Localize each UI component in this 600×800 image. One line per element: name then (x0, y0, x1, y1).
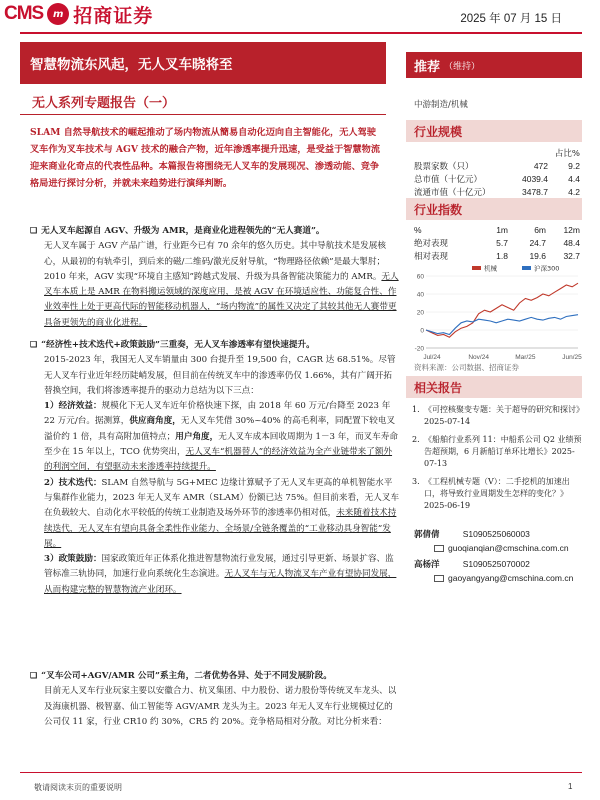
table-row (414, 185, 580, 198)
chart-x-ticks (423, 354, 582, 361)
legend-swatch (472, 266, 481, 270)
series-divider (20, 114, 386, 115)
footer-divider (20, 772, 582, 773)
x-tick-label: Jul/24 (423, 354, 441, 361)
logo-chinese: 招商证券 (73, 4, 154, 27)
section-3-body: 目前无人叉车行业玩家主要以安徽合力、杭叉集团、中力股份、诺力股份等传统叉车龙头、以及海康机器、极智嘉、仙工智能等 AGV/AMR 龙头为主。2023 年无人叉车行业规模过亿的公司仅 11 家，行业 CR10 约 30%，CR5 约 20%。竞争格局相对分散。对比分析来看： (44, 686, 397, 727)
point-1-bold: 供应商角度， (129, 416, 181, 427)
row-value: 1.8 (496, 250, 508, 261)
point-1-text-b: 无人叉车凭借 30%~40% 的高毛利率，同配置下较电叉溢价约 1 倍，具有高附加值特点； (44, 416, 396, 442)
row-value: 5.7 (496, 237, 508, 248)
industry-scale-table (414, 146, 580, 198)
point-3 (44, 552, 400, 598)
point-1-underlined: 无人叉车“机器替人”的经济效益为全产业链带来了额外的利润空间，有望驱动未来渗透率持续提升。 (44, 447, 393, 473)
point-3-underlined: 无人叉车与无人物流叉车产业有望协同发展，从而构建完整的智慧物流产业闭环。 (44, 569, 397, 595)
point-2 (44, 476, 400, 552)
row-pct: 9.2 (568, 160, 580, 171)
list-item[interactable] (412, 434, 582, 470)
point-3-label: 3）政策鼓励： (44, 554, 102, 565)
industry-index-table (414, 223, 580, 262)
author-name: 高杨洋 (414, 560, 440, 570)
table-row (414, 236, 580, 249)
related-reports-list (412, 404, 582, 518)
industry-scale-header (414, 146, 580, 159)
section-1-title: ❑ 无人叉车起源自 AGV、升级为 AMR，是商业化进程领先的“无人赛道”。 (44, 223, 400, 239)
industry-index-title: 行业指数 (406, 198, 582, 220)
row-pct: 4.2 (568, 186, 580, 197)
row-label: 绝对表现 (414, 238, 449, 249)
series-line-2 (426, 315, 578, 335)
index-header (414, 223, 580, 236)
row-value: 48.4 (563, 237, 580, 248)
list-item[interactable] (412, 404, 582, 428)
mail-icon (434, 575, 444, 582)
item-number: 1. (412, 405, 420, 414)
row-value: 32.7 (563, 250, 580, 261)
series-line-1 (426, 283, 578, 337)
item-text: 《工程机械专题（V）：二手挖机的加速出口，将导致行业周期发生怎样的变化？》2025-06-19 (424, 477, 570, 510)
author-2 (414, 558, 530, 570)
point-1-text-c: 无人叉车成本回收周期为 1－3 年，而叉车寿命至少在 15 年以上，TCO 优势突出， (44, 431, 398, 458)
row-value: 24.7 (529, 237, 546, 248)
industry-scale-title: 行业规模 (406, 120, 582, 142)
row-label: 流通市值（十亿元） (414, 187, 491, 198)
header-cell: 12m (563, 224, 580, 235)
header-cell: 1m (496, 224, 508, 235)
author-id: S1090525070002 (462, 559, 530, 569)
item-number: 2. (412, 435, 420, 444)
section-2 (30, 337, 400, 598)
point-1-bold-2: 用户角度， (175, 431, 219, 442)
footer-note: 敬请阅读末页的重要说明 (34, 783, 122, 792)
row-value: 19.6 (529, 250, 546, 261)
section-3 (30, 668, 400, 730)
y-tick-label: -20 (414, 345, 424, 353)
company-logo (4, 2, 234, 26)
row-label: 相对表现 (414, 251, 449, 262)
report-date: 2025 年 07 月 15 日 (460, 13, 562, 25)
point-2-label: 2）技术迭代： (44, 477, 102, 488)
author-id: S1090525060003 (462, 529, 530, 539)
logo-mark: m (47, 3, 69, 25)
section-2-title: ❑ “经济性+技术迭代+政策鼓励”三重奏，无人叉车渗透率有望快速提升。 (44, 337, 400, 353)
author-name: 郭倩倩 (414, 530, 440, 540)
rating-band (406, 52, 582, 78)
y-tick-label: 0 (420, 327, 424, 335)
series-title: 无人系列专题报告（一） (32, 96, 176, 111)
row-value: 4039.4 (522, 173, 548, 184)
chart-y-ticks (415, 274, 425, 353)
y-tick-label: 40 (416, 291, 424, 299)
email-text: guoqianqian@cmschina.com.cn (448, 543, 569, 553)
point-2-text: SLAM 自然导航与 5G+MEC 边缘计算赋予了无人叉车更高的单机智能水平与集群作业能力，2023 年无人叉车 AMR（SLAM）份额已达 75%。但目前来看，无人叉车在负载较大、自动化水平较低的传统工业制造及场外环节的渗透率仍相对低， (44, 477, 400, 519)
row-label: 总市值（十亿元） (414, 174, 483, 185)
author-1-email[interactable] (434, 543, 569, 553)
section-1-underlined: 无人叉车本质上是 AMR 在物料搬运领域的深度应用，是被 AGV 在环境适应性、功能复合性、作业效率性上处于更高代际的智能移动机器人，“场内物流”的属性又决定了其较其他无人赛带更具备更领先的商业化进程。 (44, 271, 399, 328)
section-3-title: ❑ “叉车公司+AGV/AMR 公司”系主角，二者优势各异、处于不同发展阶段。 (44, 668, 400, 684)
chart-legend (472, 264, 559, 273)
abstract: SLAM 自然导航技术的崛起推动了场内物流从簡易自动化迈向自主智能化，无人驾驶叉车作为叉车技术与 AGV 技术的融合产物，近年渗透率提升迅速，是受益于智慧物流迎来商业化奇点的代表性品种。本篇报告将围绕无人叉车的发展现况、渗透动能、竞争格局进行探讨分析，并就未来趋势进行演绎判断。 (30, 127, 381, 189)
logo-latin: CMS (4, 3, 44, 24)
point-2-underlined: 未来随着技术持续迭代，无人叉车有望向具备全柔性作业能力、全场景/全链条覆盖的“工业移动具身智能”发展。 (44, 508, 397, 549)
ratio-header: 占比% (554, 148, 580, 159)
rating-label: 推荐 (414, 59, 441, 75)
rating-sub: （维持） (444, 61, 481, 72)
legend-label: 机械 (484, 264, 497, 273)
chart-series (426, 283, 578, 337)
section-1 (30, 223, 400, 331)
y-tick-label: 20 (416, 309, 424, 317)
y-tick-label: 60 (416, 273, 424, 281)
header-cell: 6m (534, 224, 546, 235)
table-row (414, 159, 580, 172)
header-divider (20, 32, 582, 34)
page-number: 1 (568, 782, 573, 791)
item-number: 3. (412, 477, 420, 486)
mail-icon (434, 545, 444, 552)
chart-source: 资料来源：公司数据、招商证券 (414, 363, 519, 372)
item-text: 《可控核聚变专题：关于超导的研究和探讨》2025-07-14 (424, 405, 580, 426)
index-chart (406, 262, 582, 362)
item-text: 《船舶行业系列 11：中船系公司 Q2 业绩预告超预期，6 月新船订单环比增长》2025-07-13 (424, 435, 582, 468)
row-label: 股票家数（只） (414, 161, 474, 172)
legend-label: 沪深300 (534, 264, 560, 273)
row-value: 3478.7 (522, 186, 548, 197)
report-title: 智慧物流东风起，无人叉车晓将至 (20, 42, 386, 84)
x-tick-label: Jun/25 (562, 354, 582, 361)
table-row (414, 172, 580, 185)
author-2-email[interactable] (434, 573, 573, 583)
industry-label: 中游制造/机械 (414, 100, 468, 110)
point-1 (44, 399, 400, 475)
section-1-text: 无人叉车属于 AGV 产品广谱，行业距今已有 70 余年的悠久历史。其中导航技术是发展核心，从最初的有轨牵引，到后来的磁/二维码/激光反射导航，“物理路径依赖”是最大掣肘；2010 年来，AGV 实现“环境自主感知”跨越式发展、升级为具备智能决策能力的 AMR。 (44, 241, 386, 282)
row-pct: 4.4 (568, 173, 580, 184)
point-3-text: 国家政策近年正体系化推进智慧物流行业发展，通过引导更新、场景扩容、监管标准三轨协同，加速行业向系统化生态演进。 (44, 554, 394, 580)
list-item[interactable] (412, 476, 582, 512)
related-reports-title: 相关报告 (406, 376, 582, 398)
x-tick-label: Mar/25 (515, 354, 536, 361)
legend-swatch (522, 266, 531, 270)
row-value: 472 (533, 160, 548, 171)
point-1-text-a: 规模化下无人叉车近年价格快速下探，由 2018 年 60 万元/台降至 2023 年 22 万元/台。据测算， (44, 401, 391, 427)
author-1 (414, 528, 530, 540)
x-tick-label: Nov/24 (468, 354, 489, 361)
point-1-label: 1）经济效益： (44, 401, 102, 412)
header-cell: % (414, 224, 422, 235)
section-2-body: 2015-2023 年，我国无人叉车销量由 300 台提升至 19,500 台，CAGR 达 68.51%。尽管无人叉车行业近年经历陡峭发展，但目前在传统叉车中的渗透率仍仅 1.66%，其有广阔开拓替换空间，我们将渗透率提升的驱动力总结为以下三点： (44, 355, 396, 396)
email-text: gaoyangyang@cmschina.com.cn (448, 573, 574, 583)
section-1-body (44, 239, 400, 331)
table-row (414, 249, 580, 262)
